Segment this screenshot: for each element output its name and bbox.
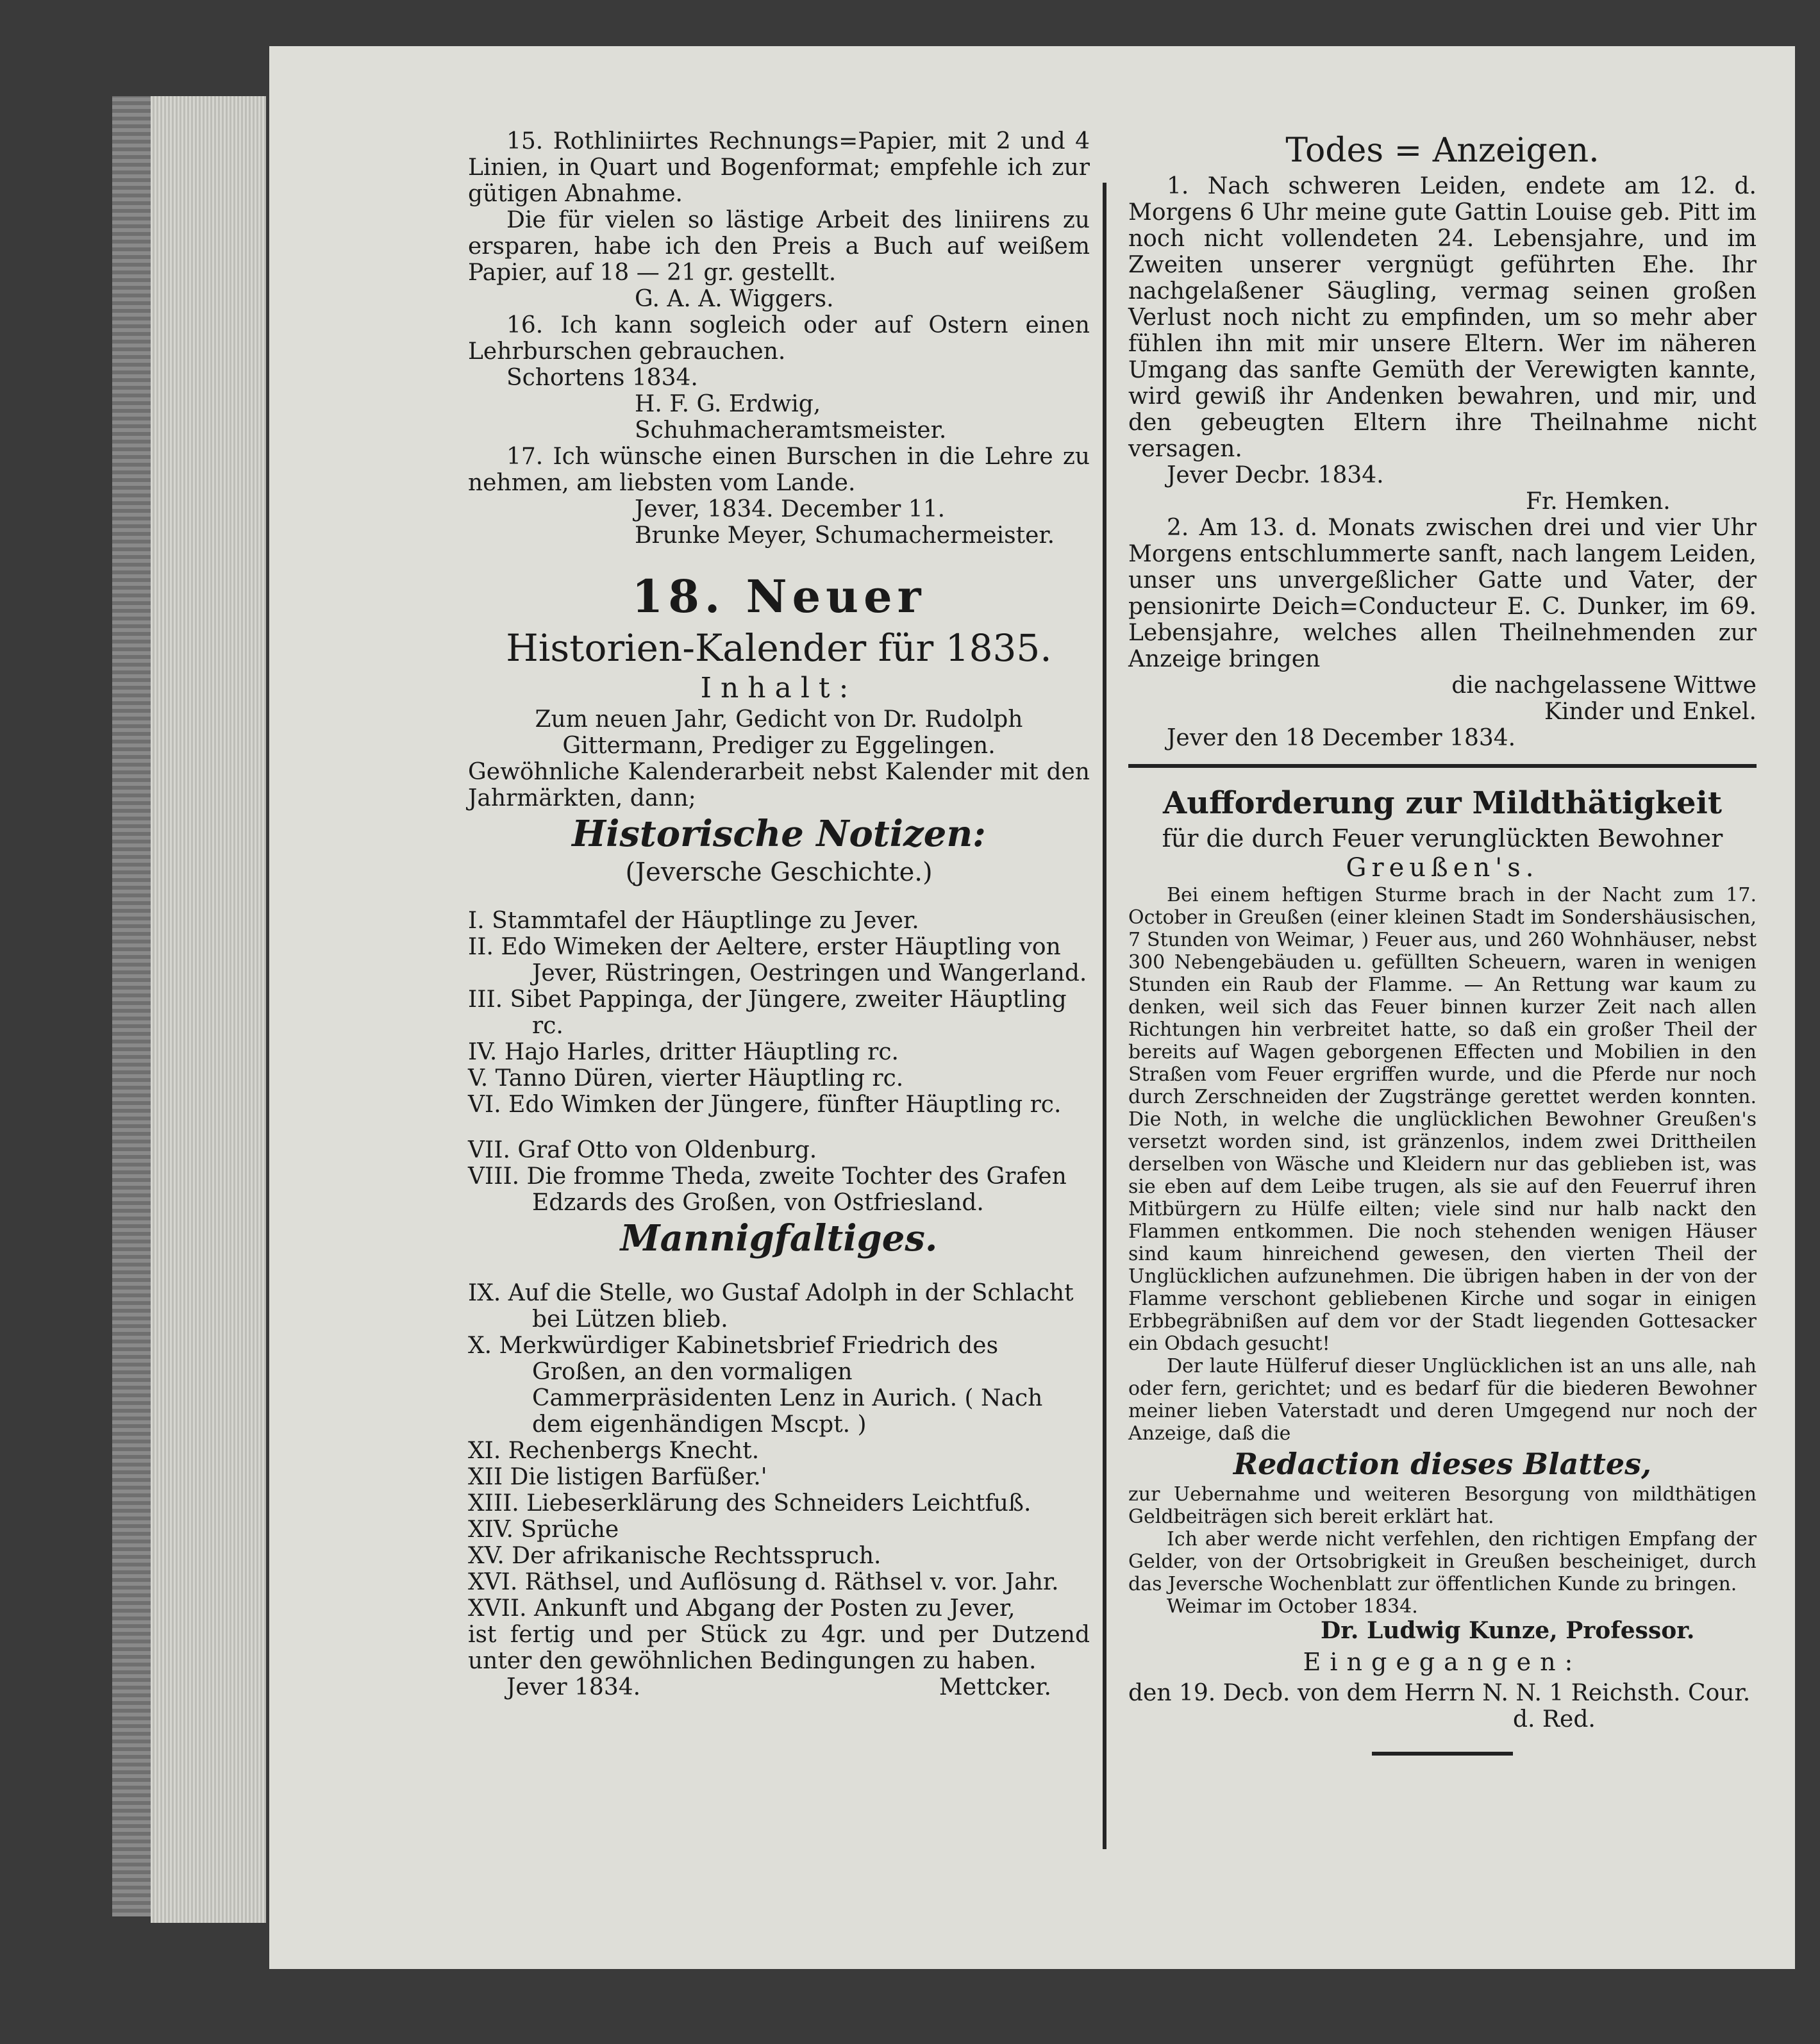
list-item: II. Edo Wimeken der Aeltere, erster Häuptling von Jever, Rüstringen, Oestringen und Wangerland. — [468, 934, 1087, 986]
historical-heading: Historische Notizen: — [572, 813, 986, 855]
redaction-heading: Redaction dieses Blattes, — [1233, 1447, 1652, 1481]
toc-oldenburg — [468, 1137, 1090, 1216]
historical-subheading: (Jeversche Geschichte.) — [625, 858, 933, 887]
death-notice-1-place: Jever Decbr. 1834. — [1167, 462, 1384, 488]
contents-intro-1: Zum neuen Jahr, Gedicht von Dr. Rudolph Gittermann, Prediger zu Eggelingen. — [535, 706, 1023, 759]
column-divider — [1103, 183, 1106, 1849]
list-item: XIV. Sprüche — [468, 1516, 619, 1543]
list-item: XVII. Ankunft und Abgang der Posten zu Jever, — [468, 1595, 1015, 1622]
list-item: XV. Der afrikanische Rechtsspruch. — [468, 1543, 881, 1569]
notice-17-place: Jever, 1834. December 11. — [635, 496, 946, 522]
list-item: XIII. Liebeserklärung des Schneiders Leichtfuß. — [468, 1490, 1031, 1516]
received-heading: Eingegangen: — [1303, 1648, 1582, 1676]
appeal-subheading: für die durch Feuer verunglückten Bewohner — [1162, 824, 1723, 852]
list-item: I. Stammtafel der Häuptlinge zu Jever. — [468, 908, 919, 934]
list-item: X. Merkwürdiger Kabinetsbrief Friedrich des Großen, an den vormaligen Cammerpräsidenten Lenz in Aurich. ( Nach dem eigenhändigen Mscpt. ) — [468, 1333, 1043, 1438]
notice-17-signature: Brunke Meyer, Schumachermeister. — [635, 522, 1055, 549]
list-item: XI. Rechenbergs Knecht. — [468, 1438, 760, 1464]
death-notice-2-place: Jever den 18 December 1834. — [1167, 725, 1516, 751]
list-item: IX. Auf die Stelle, wo Gustaf Adolph in der Schlacht bei Lützen blieb. — [468, 1280, 1074, 1333]
calendar-title: Historien-Kalender für 1835. — [506, 626, 1052, 670]
death-notice-2-signature-2: Kinder und Enkel. — [1544, 699, 1757, 725]
toc-historical — [468, 908, 1090, 1118]
received-signature: d. Red. — [1513, 1706, 1596, 1732]
list-item: XII Die listigen Barfüßer.' — [468, 1464, 767, 1490]
appeal-text-4: Ich aber werde nicht verfehlen, den richtigen Empfang der Gelder, von der Ortsobrigkeit in Greußen bescheiniget, durch das Jeversche Wochenblatt zur öffentlichen Kunde zu bringen. — [1128, 1528, 1757, 1595]
list-item: VII. Graf Otto von Oldenburg. — [468, 1137, 817, 1163]
right-column — [1128, 128, 1757, 1775]
calendar-closing: ist fertig und per Stück zu 4gr. und per Dutzend unter den gewöhnlichen Bedingungen zu haben. — [468, 1622, 1090, 1674]
appeal-heading: Aufforderung zur Mildthätigkeit — [1163, 785, 1722, 821]
death-notice-1: 1. Nach schweren Leiden, endete am 12. d. Morgens 6 Uhr meine gute Gattin Louise geb. Pitt im noch nicht vollendeten 24. Lebensjahre, und im Zweiten unserer vergnügt geführten Ehe. Ihr nachgelaßener Säugling, vermag seinen großen Verlust noch nicht zu empfinden, um so mehr aber fühlen ihn mit mir unsere Eltern. Wer im näheren Umgang das sanfte Gemüth der Verewigten kannte, wird gewiß ihr Andenken bewahren, und mir, und den gebeugten Eltern ihre Theilnahme nicht versagen. — [1128, 173, 1757, 462]
appeal-place: Weimar im October 1834. — [1167, 1595, 1418, 1618]
miscellany-heading: Mannigfaltiges. — [620, 1217, 938, 1259]
list-item: V. Tanno Düren, vierter Häuptling rc. — [468, 1065, 904, 1092]
notice-15: 15. Rothliniirtes Rechnungs=Papier, mit 2 und 4 Linien, in Quart und Bogenformat; empfehle ich zur gütigen Abnahme. — [468, 128, 1090, 207]
list-item: IV. Hajo Harles, dritter Häuptling rc. — [468, 1039, 899, 1065]
appeal-text-3: zur Uebernahme und weiteren Besorgung von mildthätigen Geldbeiträgen sich bereit erklärt hat. — [1128, 1483, 1757, 1528]
closing-place: Jever 1834. — [506, 1674, 641, 1700]
received-entry: den 19. Decb. von dem Herrn N. N. 1 Reichsth. Cour. — [1128, 1680, 1751, 1706]
closing-footer — [468, 1674, 1090, 1700]
left-column — [468, 128, 1090, 1700]
closing-signature: Mettcker. — [939, 1674, 1051, 1700]
list-item: III. Sibet Pappinga, der Jüngere, zweiter Häuptling rc. — [468, 986, 1067, 1039]
appeal-text: Bei einem heftigen Sturme brach in der Nacht zum 17. October in Greußen (einer kleinen Stadt im Sondershäusischen, 7 Stunden von Weimar, ) Feuer aus, und 260 Wohnhäuser, nebst 300 Nebengebäuden u. gefüllten Scheuern, waren in wenigen Stunden ein Raub der Flamme. — An Rettung war kaum zu denken, weil sich das Feuer binnen kurzer Zeit nach allen Richtungen hin verbreitet hatte, so daß ein großer Theil der bereits auf Wagen geborgenen Effecten und Mobilien in den Straßen vom Feuer ergriffen wurde, und die Pferde nur noch durch Zerschneiden der Zugstränge gerettet werden konnten. Die Noth, in welche die unglücklichen Bewohner Greußen's versetzt worden sind, ist gränzenlos, indem zwei Drittheilen derselben von Wäsche und Kleidern nur das geblieben ist, was sie eben auf dem Leibe trugen, als sie auf den Feuerruf ihren Mitbürgern zu Hülfe eilten; viele sind nur halb nackt den Flammen entkommen. Die noch stehenden wenigen Häuser sind kaum hinreichend gewesen, den vierten Theil der Unglücklichen aufzunehmen. Die übrigen haben in der von der Flamme verschont gebliebenen Kirche und sogar in einigen Erbbegräbnißen auf dem vor der Stadt liegenden Gottesacker ein Obdach gesucht! — [1128, 884, 1757, 1355]
contents-heading: Inhalt: — [700, 672, 858, 704]
section-divider — [1128, 764, 1757, 768]
death-notice-1-signature: Fr. Hemken. — [1526, 488, 1671, 515]
end-rule — [1372, 1752, 1513, 1756]
notice-16-place: Schortens 1834. — [506, 365, 698, 391]
death-notices-heading: Todes = Anzeigen. — [1285, 131, 1599, 170]
appeal-text-2: Der laute Hülferuf dieser Unglücklichen ist an uns alle, nah oder fern, gerichtet; und es bedarf für die biederen Bewohner meiner lieben Vaterstadt und deren Umgegend nur noch der Anzeige, daß die — [1128, 1355, 1757, 1445]
death-notice-2: 2. Am 13. d. Monats zwischen drei und vier Uhr Morgens entschlummerte sanft, nach langem Leiden, unser uns unvergeßlicher Gatte und Vater, der pensionirte Deich=Conducteur E. C. Dunker, im 69. Lebensjahre, welches allen Theilnehmenden zur Anzeige bringen — [1128, 515, 1757, 672]
list-item: VIII. Die fromme Theda, zweite Tochter des Grafen Edzards des Großen, von Ostfriesland. — [468, 1163, 1067, 1216]
toc-miscellany — [468, 1280, 1090, 1622]
notice-16-signature: H. F. G. Erdwig, Schuhmacheramtsmeister. — [635, 391, 947, 444]
calendar-heading: 18. Neuer — [631, 570, 926, 623]
death-notice-2-signature-1: die nachgelassene Wittwe — [1451, 672, 1757, 699]
appeal-town: Greußen's. — [1346, 853, 1539, 883]
list-item: VI. Edo Wimken der Jüngere, fünfter Häuptling rc. — [468, 1092, 1062, 1118]
list-item: XVI. Räthsel, und Auflösung d. Räthsel v. vor. Jahr. — [468, 1569, 1059, 1595]
notice-15-body: Die für vielen so lästige Arbeit des liniirens zu ersparen, habe ich den Preis a Buch auf weißem Papier, auf 18 — 21 gr. gestellt. — [468, 207, 1090, 286]
page-edges — [151, 96, 266, 1923]
notice-17: 17. Ich wünsche einen Burschen in die Lehre zu nehmen, am liebsten vom Lande. — [468, 444, 1090, 496]
notice-15-signature: G. A. A. Wiggers. — [635, 286, 834, 312]
contents-intro-2: Gewöhnliche Kalenderarbeit nebst Kalender mit den Jahrmärkten, dann; — [468, 759, 1090, 811]
appeal-signature: Dr. Ludwig Kunze, Professor. — [1321, 1617, 1695, 1644]
notice-16: 16. Ich kann sogleich oder auf Ostern einen Lehrburschen gebrauchen. — [468, 312, 1090, 365]
